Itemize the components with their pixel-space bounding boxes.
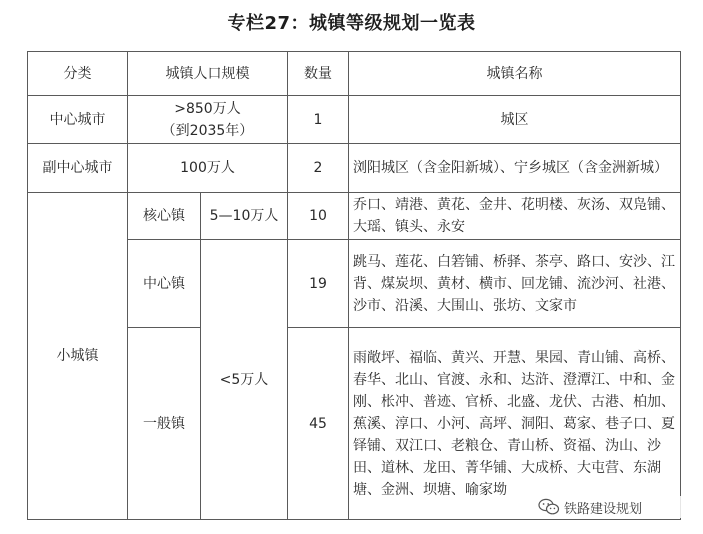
watermark-text: 铁路建设规划	[564, 501, 643, 517]
page-title: 专栏27：城镇等级规划一览表	[227, 13, 476, 34]
names-cell: 乔口、靖港、黄花、金井、花明楼、灰汤、双凫铺、大瑶、镇头、永安	[349, 193, 681, 240]
header-names: 城镇名称	[349, 52, 681, 96]
count-cell: 19	[288, 240, 349, 328]
population-line: >850万人	[174, 100, 241, 117]
count-cell: 2	[288, 144, 349, 193]
town-type-cell: 中心镇	[128, 240, 201, 328]
count-cell: 1	[288, 96, 349, 144]
category-cell: 小城镇	[28, 193, 128, 520]
count-cell: 45	[288, 328, 349, 520]
town-type-cell: 一般镇	[128, 328, 201, 520]
count-cell: 10	[288, 193, 349, 240]
table-row	[28, 144, 681, 193]
population-cell: <5万人	[201, 240, 288, 520]
population-cell	[128, 96, 288, 144]
town-type-cell: 核心镇	[128, 193, 201, 240]
population-cell: 5—10万人	[201, 193, 288, 240]
category-cell: 副中心城市	[28, 144, 128, 193]
names-cell: 跳马、莲花、白箬铺、桥驿、茶亭、路口、安沙、江背、煤炭坝、黄材、横市、回龙铺、流沙河、社港、沙市、沿溪、大围山、张坊、文家市	[349, 240, 681, 328]
watermark	[538, 496, 688, 518]
population-cell: 100万人	[128, 144, 288, 193]
category-cell: 中心城市	[28, 96, 128, 144]
table-row	[28, 96, 681, 144]
names-cell: 浏阳城区（含金阳新城）、宁乡城区（含金洲新城）	[349, 144, 681, 193]
table-row	[28, 193, 681, 240]
population-line: （到2035年）	[161, 122, 254, 139]
names-cell: 雨敞坪、福临、黄兴、开慧、果园、青山铺、高桥、春华、北山、官渡、永和、达浒、澄潭江、中和、金刚、枨冲、普迹、官桥、北盛、龙伏、古港、柏加、蕉溪、淳口、小河、高坪、洞阳、葛家、巷子口、夏铎铺、双江口、老粮仓、青山桥、资福、沩山、沙田、道林、龙田、菁华铺、大成桥、大屯营、东湖塘、金洲、坝塘、喻家坳	[349, 328, 681, 520]
names-cell: 城区	[349, 96, 681, 144]
wechat-icon	[538, 498, 560, 516]
header-population: 城镇人口规模	[128, 52, 288, 96]
header-category: 分类	[28, 52, 128, 96]
town-grade-table	[27, 51, 681, 520]
header-count: 数量	[288, 52, 349, 96]
header-row	[28, 52, 681, 96]
